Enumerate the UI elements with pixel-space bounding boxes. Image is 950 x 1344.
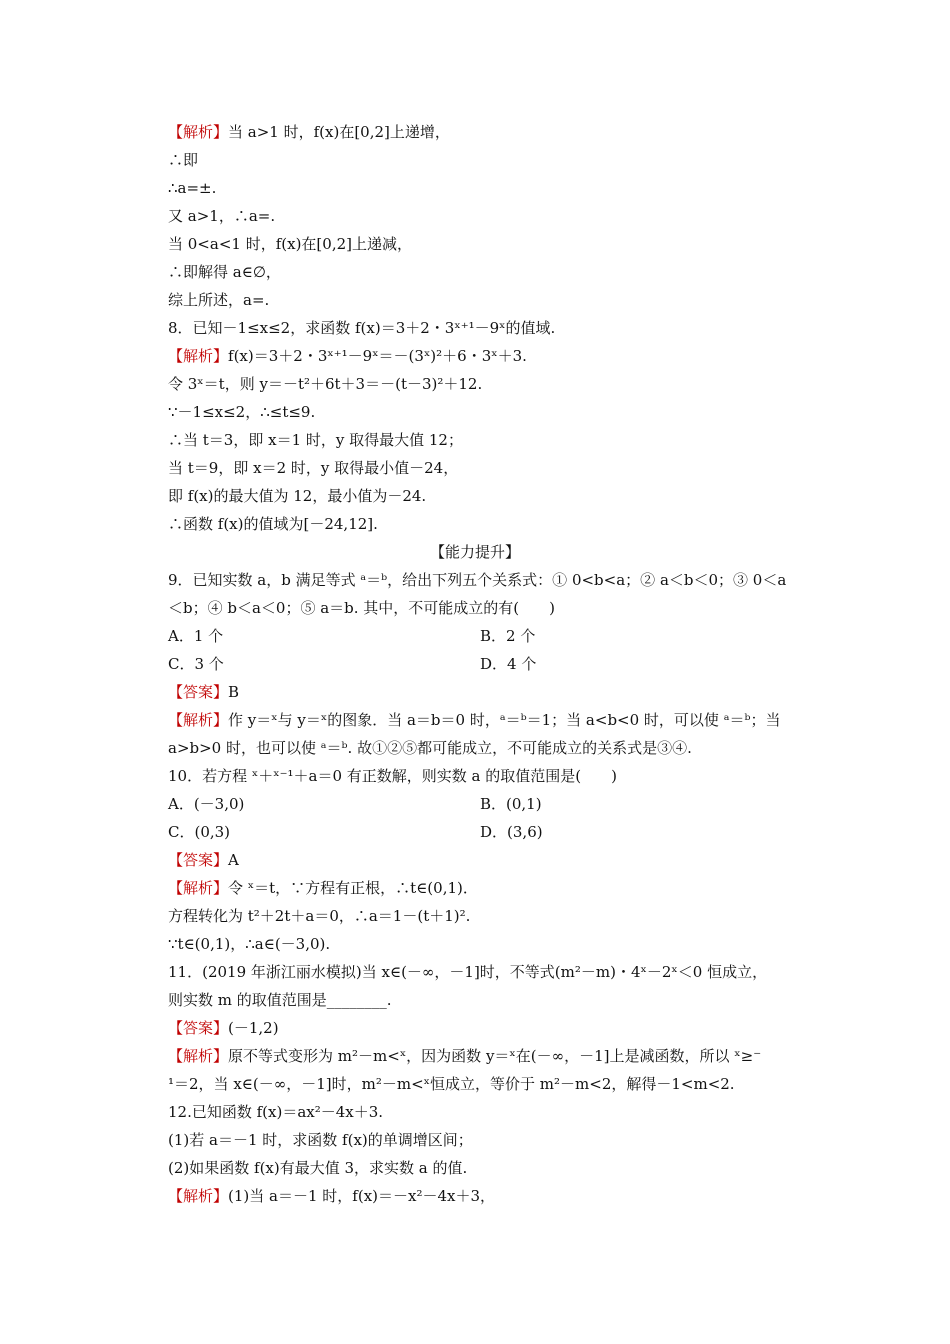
text-line: 又 a>1，∴a=. <box>168 207 276 225</box>
analysis-tag: 【解析】 <box>168 1187 229 1205</box>
text-line: 【解析】(1)当 a＝－1 时，f(x)＝－x²－4x＋3， <box>168 1187 496 1205</box>
question-8-stem: 8．已知－1≤x≤2，求函数 f(x)＝3＋2・3ˣ⁺¹－9ˣ的值域. <box>168 319 556 337</box>
question-11-stem-cont: 则实数 m 的取值范围是________. <box>168 991 392 1009</box>
option-b: B．2 个 <box>480 627 536 645</box>
analysis-tag: 【解析】 <box>168 711 229 729</box>
text-line: 当 t＝9，即 x＝2 时，y 取得最小值－24， <box>168 459 459 477</box>
text-line: 即 f(x)的最大值为 12，最小值为－24. <box>168 487 427 505</box>
option-c: C．3 个 <box>168 655 224 673</box>
text-line: 综上所述，a=. <box>168 291 270 309</box>
text-line: 【解析】f(x)＝3＋2・3ˣ⁺¹－9ˣ＝－(3ˣ)²＋6・3ˣ＋3. <box>168 347 527 365</box>
answer-tag: 【答案】 <box>168 1019 229 1037</box>
text-line: 【解析】当 a>1 时，f(x)在[0,2]上递增， <box>168 123 450 141</box>
question-9-stem-cont: ＜b；④ b＜a＜0；⑤ a＝b. 其中，不可能成立的有( ) <box>168 599 556 617</box>
text-line: 令 3ˣ＝t，则 y＝－t²＋6t＋3＝－(t－3)²＋12. <box>168 375 483 393</box>
analysis-tag: 【解析】 <box>168 347 229 365</box>
answer-line: 【答案】(－1,2) <box>168 1019 279 1037</box>
option-a: A．(－3,0) <box>168 795 245 813</box>
question-10-stem: 10．若方程 ˣ＋ˣ⁻¹＋a＝0 有正数解，则实数 a 的取值范围是( ) <box>168 767 617 785</box>
question-9-stem: 9．已知实数 a，b 满足等式 ᵃ＝ᵇ，给出下列五个关系式：① 0<b<a；② a＜b＜0；③ 0＜a <box>168 571 787 589</box>
text-line: ¹＝2，当 x∈(－∞，－1]时，m²－m<ˣ恒成立，等价于 m²－m<2，解得－1<m<2. <box>168 1075 735 1093</box>
text-line: ∴函数 f(x)的值域为[－24,12]. <box>168 515 378 533</box>
option-d: D．4 个 <box>480 655 537 673</box>
analysis-tag: 【解析】 <box>168 123 229 141</box>
text-line: ∵－1≤x≤2，∴≤t≤9. <box>168 403 316 421</box>
text-line: ∴a=±. <box>168 179 217 197</box>
section-heading: 【能力提升】 <box>429 543 520 561</box>
question-12-stem: 12.已知函数 f(x)＝ax²－4x＋3. <box>168 1103 384 1121</box>
text-line: 【解析】原不等式变形为 m²－m<ˣ，因为函数 y＝ˣ在(－∞，－1]上是减函数，所以 ˣ≥⁻ <box>168 1047 762 1065</box>
text-line: ∴当 t＝3，即 x＝1 时，y 取得最大值 12； <box>168 431 463 449</box>
text-line: ∴即 <box>168 151 199 169</box>
question-12-part-2: (2)如果函数 f(x)有最大值 3，求实数 a 的值. <box>168 1159 468 1177</box>
option-a: A．1 个 <box>168 627 224 645</box>
text-line: 【解析】令 ˣ＝t，∵方程有正根，∴t∈(0,1)． <box>168 879 478 897</box>
text-line: 方程转化为 t²＋2t＋a＝0，∴a＝1－(t＋1)². <box>168 907 471 925</box>
answer-tag: 【答案】 <box>168 683 229 701</box>
text-line: 当 0<a<1 时，f(x)在[0,2]上递减， <box>168 235 412 253</box>
option-b: B．(0,1) <box>480 795 542 813</box>
answer-tag: 【答案】 <box>168 851 229 869</box>
analysis-tag: 【解析】 <box>168 879 229 897</box>
question-12-part-1: (1)若 a＝－1 时，求函数 f(x)的单调增区间； <box>168 1131 473 1149</box>
analysis-tag: 【解析】 <box>168 1047 229 1065</box>
option-d: D．(3,6) <box>480 823 543 841</box>
option-c: C．(0,3) <box>168 823 231 841</box>
answer-line: 【答案】A <box>168 851 239 869</box>
question-11-stem: 11．(2019 年浙江丽水模拟)当 x∈(－∞，－1]时，不等式(m²－m)・4ˣ－2ˣ＜0 恒成立， <box>168 963 768 981</box>
text-line: ∵t∈(0,1)，∴a∈(－3,0). <box>168 935 331 953</box>
text-line: 【解析】作 y＝ˣ与 y＝ˣ的图象．当 a＝b＝0 时，ᵃ＝ᵇ＝1；当 a<b<0 时，可以使 ᵃ＝ᵇ；当 <box>168 711 781 729</box>
text-line: a>b>0 时，也可以使 ᵃ＝ᵇ. 故①②⑤都可能成立，不可能成立的关系式是③④. <box>168 739 692 757</box>
answer-line: 【答案】B <box>168 683 240 701</box>
text-line: ∴即解得 a∈∅， <box>168 263 281 281</box>
